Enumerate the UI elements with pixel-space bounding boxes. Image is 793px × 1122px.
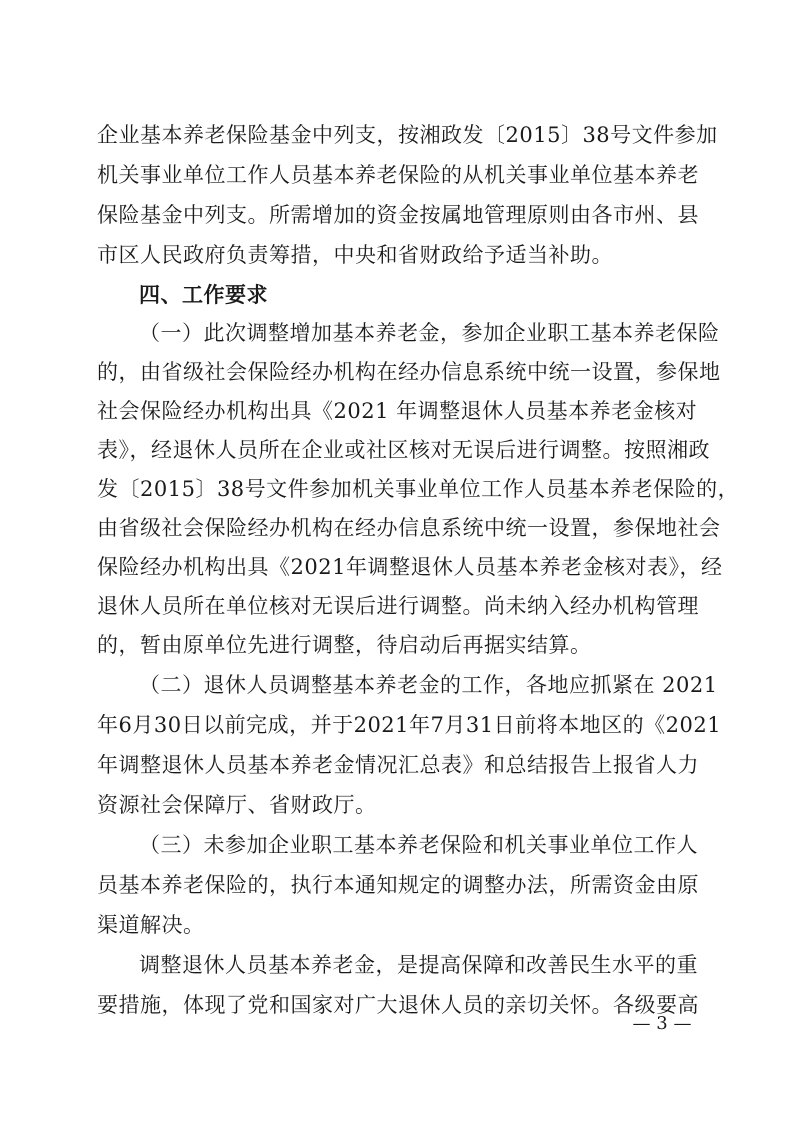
section-heading: 四、工作要求 <box>139 283 268 307</box>
item-two-line: 资源社会保障厅、省财政厅。 <box>97 793 377 817</box>
page-number: — 3 — <box>632 1013 692 1034</box>
item-two-line: 年调整退休人员基本养老金情况汇总表》和总结报告上报省人力 <box>97 753 699 777</box>
item-one-line: 的，暂由原单位先进行调整，待启动后再据实结算。 <box>97 633 592 657</box>
item-three-line: （三）未参加企业职工基本养老保险和机关事业单位工作人 <box>139 833 698 857</box>
item-one-line: 退休人员所在单位核对无误后进行调整。尚未纳入经办机构管理 <box>97 594 699 618</box>
closing-line: 调整退休人员基本养老金，是提高保障和改善民生水平的重 <box>139 953 698 977</box>
paragraph-line: 企业基本养老保险基金中列支，按湘政发〔2015〕38号文件参加 <box>97 123 718 147</box>
item-one-line: 发〔2015〕38号文件参加机关事业单位工作人员基本养老保险的， <box>97 477 740 501</box>
item-three-line: 渠道解决。 <box>97 913 205 937</box>
item-one-line: （一）此次调整增加基本养老金，参加企业职工基本养老保险 <box>139 321 720 345</box>
item-one-line: 的，由省级社会保险经办机构在经办信息系统中统一设置，参保地 <box>97 360 721 384</box>
item-three-line: 员基本养老保险的，执行本通知规定的调整办法，所需资金由原 <box>97 873 699 897</box>
item-two-line: （二）退休人员调整基本养老金的工作，各地应抓紧在 2021 <box>139 673 718 697</box>
item-one-line: 社会保险经办机构出具《2021 年调整退休人员基本养老金核对 <box>97 399 698 423</box>
paragraph-line: 市区人民政府负责筹措，中央和省财政给予适当补助。 <box>97 243 613 267</box>
paragraph-line: 保险基金中列支。所需增加的资金按属地管理原则由各市州、县 <box>97 203 699 227</box>
closing-line: 要措施，体现了党和国家对广大退休人员的亲切关怀。各级要高 <box>97 993 699 1017</box>
item-one-line: 由省级社会保险经办机构在经办信息系统中统一设置，参保地社会 <box>97 516 721 540</box>
item-two-line: 年6月30日以前完成，并于2021年7月31日前将本地区的《2021 <box>97 713 722 737</box>
item-one-line: 表》，经退休人员所在企业或社区核对无误后进行调整。按照湘政 <box>97 438 710 462</box>
item-one-line: 保险经办机构出具《2021年调整退休人员基本养老金核对表》，经 <box>97 555 723 579</box>
paragraph-line: 机关事业单位工作人员基本养老保险的从机关事业单位基本养老 <box>97 163 699 187</box>
